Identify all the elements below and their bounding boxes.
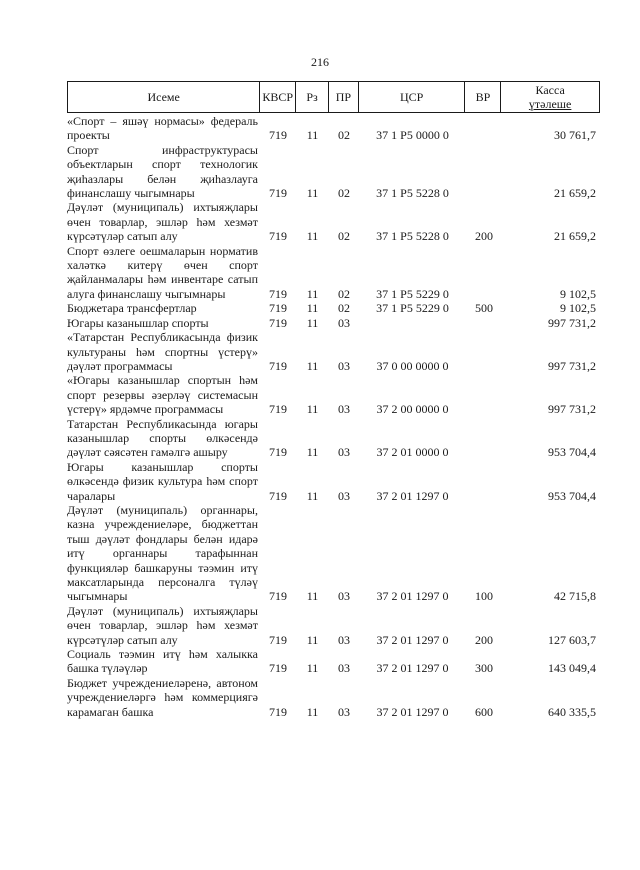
row-name: «Югары казанышлар спортын һәм спорт резервы әзерләү системасын үстерү» ярдәмче программасы xyxy=(67,373,258,417)
row-rz: 11 xyxy=(306,704,319,719)
row-csr: 37 1 P5 5229 0 xyxy=(376,301,449,316)
header-name: Исеме xyxy=(68,82,260,112)
row-rz: 11 xyxy=(306,315,319,330)
table-header xyxy=(67,81,600,113)
row-kassa: 9 102,5 xyxy=(560,301,596,316)
table-row xyxy=(67,604,600,647)
row-kassa: 127 603,7 xyxy=(548,632,596,647)
row-rz: 11 xyxy=(306,128,319,143)
table-row xyxy=(67,330,600,373)
table-row xyxy=(67,316,600,330)
row-kassa: 30 761,7 xyxy=(554,128,596,143)
table-body xyxy=(67,114,600,719)
row-rz: 11 xyxy=(306,488,319,503)
row-kvsr: 719 xyxy=(269,286,287,301)
header-csr: ЦСР xyxy=(359,82,466,112)
row-rz: 11 xyxy=(306,358,319,373)
table-row xyxy=(67,200,600,243)
row-rz: 11 xyxy=(306,661,319,676)
row-kassa: 997 731,2 xyxy=(548,402,596,417)
row-kvsr: 719 xyxy=(269,301,287,316)
row-csr: 37 1 P5 5229 0 xyxy=(376,286,449,301)
header-kvsr: КВСР xyxy=(260,82,296,112)
header-kassa-line1: Касса xyxy=(535,83,565,97)
table-row xyxy=(67,373,600,416)
row-kvsr: 719 xyxy=(269,358,287,373)
row-name: Югары казанышлар спорты xyxy=(67,315,209,330)
row-vr: 200 xyxy=(475,229,493,244)
row-csr: 37 2 01 1297 0 xyxy=(376,488,449,503)
row-pr: 03 xyxy=(338,315,350,330)
row-csr: 37 2 01 1297 0 xyxy=(376,661,449,676)
row-kvsr: 719 xyxy=(269,186,287,201)
row-name: Бюджет учреждениеләренә, автоном учреждениеләргә һәм коммерциягә карамаган башка xyxy=(67,675,258,719)
header-pr: ПР xyxy=(329,82,359,112)
header-kassa xyxy=(501,82,599,112)
row-pr: 02 xyxy=(338,186,350,201)
row-kvsr: 719 xyxy=(269,704,287,719)
row-csr: 37 1 P5 5228 0 xyxy=(376,229,449,244)
header-vr: ВР xyxy=(465,82,501,112)
row-pr: 03 xyxy=(338,402,350,417)
row-rz: 11 xyxy=(306,186,319,201)
row-kassa: 42 715,8 xyxy=(554,589,596,604)
row-kassa: 640 335,5 xyxy=(548,704,596,719)
row-name: Югары казанышлар спорты өлкәсендә физик культура һәм спорт чаралары xyxy=(67,459,258,503)
row-kvsr: 719 xyxy=(269,402,287,417)
row-pr: 02 xyxy=(338,229,350,244)
row-csr: 37 0 00 0000 0 xyxy=(376,358,449,373)
row-pr: 03 xyxy=(338,589,350,604)
row-rz: 11 xyxy=(306,589,319,604)
row-name: «Татарстан Республикасында физик культураны һәм спортны үстерү» дәүләт программасы xyxy=(67,330,258,373)
row-pr: 03 xyxy=(338,632,350,647)
row-kvsr: 719 xyxy=(269,128,287,143)
row-kvsr: 719 xyxy=(269,632,287,647)
row-kvsr: 719 xyxy=(269,229,287,244)
row-vr: 200 xyxy=(475,632,493,647)
row-name: «Спорт – яшәү нормасы» федераль проекты xyxy=(67,114,258,143)
row-kassa: 997 731,2 xyxy=(548,358,596,373)
row-kassa: 21 659,2 xyxy=(554,229,596,244)
row-kassa: 21 659,2 xyxy=(554,186,596,201)
row-kvsr: 719 xyxy=(269,661,287,676)
row-name: Спорт инфраструктурасы объектларын спорт технологик җиһазлары белән җиһазлауга финанслашу чыгымнары xyxy=(67,142,258,201)
row-pr: 03 xyxy=(338,358,350,373)
row-kassa: 953 704,4 xyxy=(548,445,596,460)
row-kvsr: 719 xyxy=(269,315,287,330)
row-kassa: 997 731,2 xyxy=(548,315,596,330)
row-csr: 37 1 P5 0000 0 xyxy=(376,128,449,143)
row-rz: 11 xyxy=(306,632,319,647)
row-vr: 600 xyxy=(475,704,493,719)
row-vr: 300 xyxy=(475,661,493,676)
row-pr: 03 xyxy=(338,661,350,676)
row-kassa: 953 704,4 xyxy=(548,488,596,503)
row-vr: 500 xyxy=(475,301,493,316)
row-pr: 03 xyxy=(338,488,350,503)
row-kvsr: 719 xyxy=(269,488,287,503)
row-rz: 11 xyxy=(306,402,319,417)
table-row xyxy=(67,244,600,302)
table-row xyxy=(67,114,600,143)
header-rz: Рз xyxy=(296,82,329,112)
row-pr: 03 xyxy=(338,445,350,460)
page-number: 216 xyxy=(311,55,329,69)
row-pr: 02 xyxy=(338,286,350,301)
row-csr: 37 2 01 1297 0 xyxy=(376,632,449,647)
row-pr: 03 xyxy=(338,704,350,719)
row-kvsr: 719 xyxy=(269,445,287,460)
row-csr: 37 1 P5 5228 0 xyxy=(376,186,449,201)
header-kassa-line2: үтәлеше xyxy=(528,97,572,111)
row-csr: 37 2 01 1297 0 xyxy=(376,704,449,719)
table-row xyxy=(67,676,600,719)
row-name: Спорт өзлеге оешмаларын норматив халәткә китерү өчен спорт җайланмалары һәм инвентаре сатып алуга финанслашу чыгымнары xyxy=(67,243,258,301)
row-name: Социаль тәэмин итү һәм халыкка башка түләүләр xyxy=(67,647,258,676)
table-row xyxy=(67,503,600,604)
row-kassa: 9 102,5 xyxy=(560,286,596,301)
row-rz: 11 xyxy=(306,286,319,301)
table-row xyxy=(67,301,600,315)
row-pr: 02 xyxy=(338,301,350,316)
row-vr: 100 xyxy=(475,589,493,604)
row-name: Дәүләт (муниципаль) ихтыяҗлары өчен товарлар, эшләр һәм хезмәт күрсәтүләр сатып алу xyxy=(67,603,258,647)
table-row xyxy=(67,647,600,676)
row-pr: 02 xyxy=(338,128,350,143)
row-csr: 37 2 00 0000 0 xyxy=(376,402,449,417)
row-csr: 37 2 01 1297 0 xyxy=(376,589,449,604)
row-rz: 11 xyxy=(306,229,319,244)
row-csr: 37 2 01 0000 0 xyxy=(376,445,449,460)
row-name: Дәүләт (муниципаль) ихтыяҗлары өчен товарлар, эшләр һәм хезмәт күрсәтүләр сатып алу xyxy=(67,200,258,244)
row-rz: 11 xyxy=(306,301,319,316)
table-row xyxy=(67,417,600,460)
row-name: Татарстан Республикасында югары казанышлар спорты өлкәсендә дәүләт сәясәтен гамәлгә ашыру xyxy=(67,416,258,460)
row-name: Бюджетара трансфертлар xyxy=(67,301,197,316)
table-row xyxy=(67,460,600,503)
row-rz: 11 xyxy=(306,445,319,460)
table-row xyxy=(67,143,600,201)
row-kvsr: 719 xyxy=(269,589,287,604)
row-name: Дәүләт (муниципаль) органнары, казна учреждениеләре, бюджеттан тыш дәүләт фондлары белән идарә итү органнары тарафыннан функцияләр башкаруны тәэмин итү максатларында персоналга түләү чыгымнары xyxy=(67,502,258,604)
row-kassa: 143 049,4 xyxy=(548,661,596,676)
